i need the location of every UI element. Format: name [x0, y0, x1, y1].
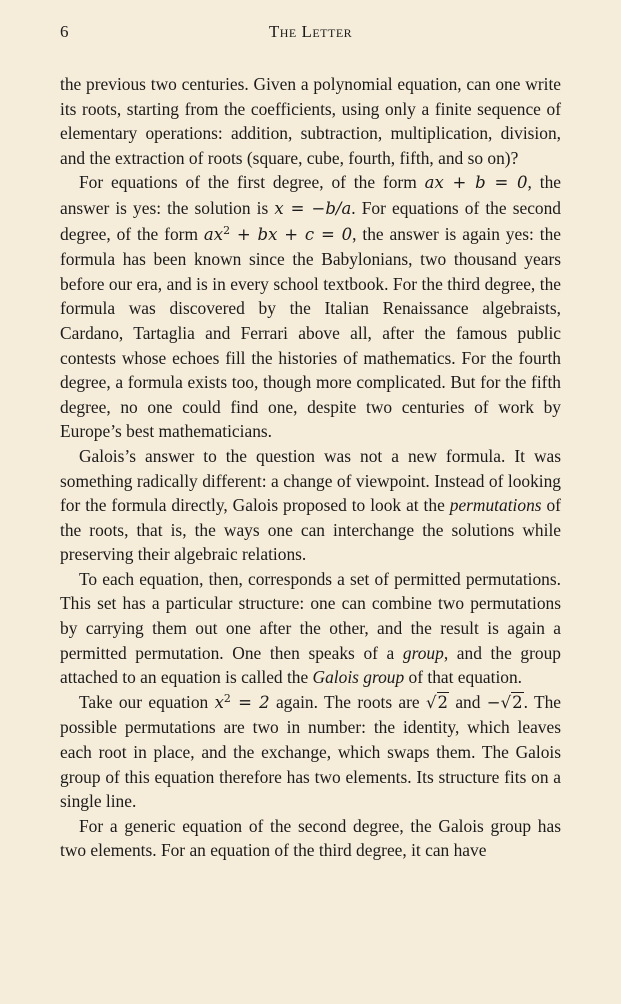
paragraph-2	[60, 170, 561, 444]
paragraph-3-text-2: of the roots, that is, the ways one can interchange the solutions while preserving their algebraic relations.	[60, 495, 561, 565]
math-second-degree-equation	[204, 225, 352, 244]
math-first-degree-solution: x = −b/a	[274, 198, 352, 218]
page-body	[60, 72, 561, 863]
paragraph-2-text-1: For equations of the first degree, of the form	[79, 172, 425, 193]
math-second-degree-rest: + bx + c = 0	[230, 224, 353, 244]
running-title: The Letter	[268, 22, 353, 41]
math-x: x	[214, 692, 224, 712]
paragraph-5	[60, 690, 561, 814]
radicand-2: 2	[512, 692, 523, 712]
paragraph-5-text-4: . The possible permutations are two in number: the identity, which leaves each root in place, and the exchange, which swaps them. The Galois group of this equation therefore has two elements. Its structure fits on a single line.	[60, 691, 561, 812]
paragraph-1-text: the previous two centuries. Given a polynomial equation, can one write its roots, starting from the coefficients, using only a finite sequence of elementary operations: addition, subtraction, multiplication, division, and the extraction of roots (square, cube, fourth, fifth, and so on)?	[60, 74, 561, 168]
paragraph-4	[60, 567, 561, 690]
math-neg-sqrt-two	[487, 692, 524, 712]
paragraph-4-text-3: of that equation.	[404, 667, 523, 688]
paragraph-6	[60, 814, 561, 863]
page-number: 6	[60, 22, 69, 41]
emphasis-group: group	[402, 642, 444, 663]
paragraph-5-text-3: and	[449, 691, 487, 712]
paragraph-3-text-1: Galois’s answer to the question was not a new formula. It was something radically different: a change of viewpoint. Instead of looking for the formula directly, Galois proposed to look at the	[60, 445, 561, 516]
math-exponent-2: 2	[223, 691, 231, 705]
paragraph-2-text-3: . For equations of the second degree, of the form	[60, 197, 561, 244]
math-exponent: 2	[223, 223, 231, 237]
math-sqrt-two	[426, 692, 449, 712]
math-equals-two: = 2	[230, 692, 270, 712]
math-x-squared-equation	[215, 693, 270, 712]
paragraph-4-text-2: , and the group attached to an equation is called the	[60, 642, 561, 688]
radical-sign-2: √	[500, 692, 512, 712]
math-first-degree-equation: ax + b = 0	[424, 173, 528, 193]
paragraph-1	[60, 72, 561, 170]
emphasis-permutations: permutations	[449, 495, 542, 516]
emphasis-galois-group: Galois group	[312, 667, 405, 688]
page-header	[60, 22, 561, 46]
paragraph-4-text-1: To each equation, then, corresponds a set of permitted permutations. This set has a particular structure: one can combine two permutations by carrying them out one after the other, and the result is again a permitted permutation. One then speaks of a	[60, 568, 561, 663]
minus-sign: −	[486, 692, 501, 712]
paragraph-3	[60, 444, 561, 567]
paragraph-2-text-2: , the answer is yes: the solution is	[60, 172, 561, 218]
radical-sign: √	[425, 692, 437, 712]
paragraph-5-text-1: Take our equation	[79, 691, 215, 712]
paragraph-6-text: For a generic equation of the second degree, the Galois group has two elements. For an equation of the third degree, it can have	[60, 815, 561, 861]
paragraph-2-text-4: , the answer is again yes: the formula has been known since the Babylonians, two thousand years before our era, and is in every school textbook. For the third degree, the formula was discovered by the Italian Renaissance algebraists, Cardano, Tartaglia and Ferrari above all, after the famous public contests whose echoes fill the histories of mathematics. For the fourth degree, a formula exists too, though more complicated. But for the fifth degree, no one could find one, despite two centuries of work by Europe’s best mathematicians.	[60, 223, 561, 442]
math-second-degree-ax: ax	[203, 224, 224, 244]
paragraph-5-text-2: again. The roots are	[269, 691, 426, 712]
radicand: 2	[437, 692, 448, 712]
